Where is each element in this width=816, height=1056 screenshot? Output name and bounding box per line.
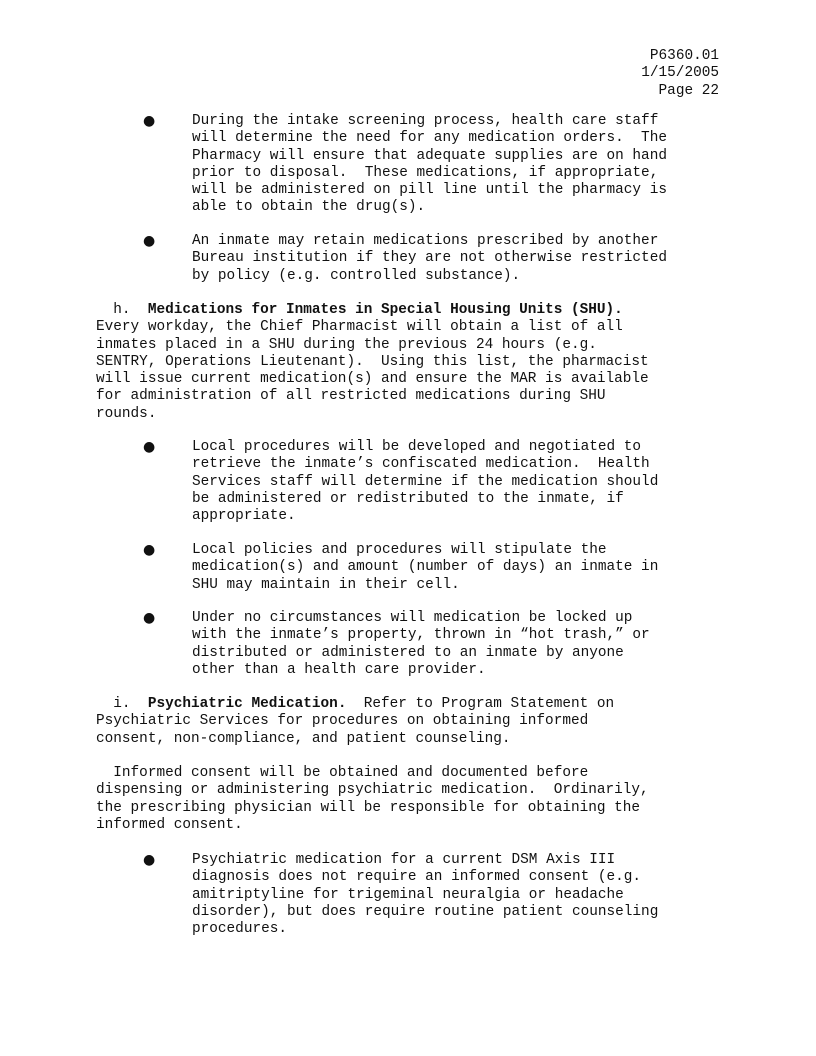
text-line: medication(s) and amount (number of days) an inmate in — [192, 559, 659, 576]
section-i-title: Psychiatric Medication — [147, 696, 338, 712]
text-line: During the intake screening process, health care staff — [192, 113, 659, 129]
text-line: informed consent. — [96, 816, 243, 833]
text-line: SENTRY, Operations Lieutenant). Using this list, the pharmacist — [96, 353, 649, 370]
text-line: Services staff will determine if the medication should — [192, 473, 659, 490]
bullet-text — [192, 113, 727, 217]
bullet-icon: ● — [143, 610, 156, 626]
bullet-icon: ● — [143, 113, 156, 129]
section-i-prefix: i. — [96, 696, 148, 712]
text-line: Under no circumstances will medication be locked up — [192, 610, 633, 626]
bullet-icon: ● — [143, 852, 156, 868]
bullet-text — [192, 610, 727, 679]
page-header — [641, 48, 719, 100]
text-line: consent, non-compliance, and patient counseling. — [96, 730, 511, 747]
text-line: will issue current medication(s) and ensure the MAR is available — [96, 371, 649, 388]
bullet-icon: ● — [143, 233, 156, 249]
text-line: rounds. — [96, 405, 157, 422]
text-line: dispensing or administering psychiatric medication. Ordinarily, — [96, 782, 649, 799]
section-h — [96, 302, 726, 423]
section-i-title-end: . — [337, 696, 347, 712]
text-line: distributed or administered to an inmate by anyone — [192, 644, 624, 661]
text-line: Local procedures will be developed and negotiated to — [192, 439, 642, 455]
page-number: Page 22 — [658, 82, 719, 99]
text-line: An inmate may retain medications prescribed by another — [192, 233, 659, 249]
text-line: be administered or redistributed to the inmate, if — [192, 490, 624, 507]
text-line: amitriptyline for trigeminal neuralgia or headache — [192, 886, 624, 903]
section-i-first-line-rest: Refer to Program Statement on — [346, 696, 615, 712]
text-line: retrieve the inmate’s confiscated medication. Health — [192, 456, 650, 473]
section-h-title: Medications for Inmates in Special Housing Units (SHU) — [147, 302, 615, 318]
bullet-icon: ● — [143, 439, 156, 455]
informed-consent-paragraph — [96, 765, 726, 834]
bullet-text — [192, 439, 727, 525]
text-line: SHU may maintain in their cell. — [192, 576, 460, 593]
text-line: diagnosis does not require an informed consent (e.g. — [192, 869, 642, 886]
doc-date: 1/15/2005 — [641, 65, 719, 82]
section-h-prefix: h. — [96, 302, 148, 318]
text-line: appropriate. — [192, 508, 296, 525]
text-line: procedures. — [192, 921, 287, 938]
text-line: prior to disposal. These medications, if appropriate, — [192, 164, 659, 181]
text-line: will be administered on pill line until the pharmacy is — [192, 182, 667, 199]
text-line: will determine the need for any medication orders. The — [192, 130, 667, 147]
text-line: for administration of all restricted medications during SHU — [96, 388, 606, 405]
text-line: disorder), but does require routine patient counseling — [192, 903, 659, 920]
text-line: Pharmacy will ensure that adequate supplies are on hand — [192, 147, 667, 164]
text-line: Local policies and procedures will stipulate the — [192, 542, 607, 558]
text-line: the prescribing physician will be responsible for obtaining the — [96, 799, 641, 816]
section-h-title-end: . — [614, 302, 623, 318]
bullet-text — [192, 852, 727, 938]
text-line: with the inmate’s property, thrown in “hot trash,” or — [192, 627, 650, 644]
text-line: Psychiatric Services for procedures on obtaining informed — [96, 713, 589, 730]
section-h-heading — [96, 302, 726, 319]
bullet-text — [192, 542, 727, 594]
text-line: by policy (e.g. controlled substance). — [192, 267, 521, 284]
text-line: Informed consent will be obtained and documented before — [96, 765, 589, 781]
doc-number: P6360.01 — [649, 48, 719, 64]
text-line: inmates placed in a SHU during the previous 24 hours (e.g. — [96, 336, 597, 353]
text-line: Every workday, the Chief Pharmacist will obtain a list of all — [96, 319, 623, 336]
text-line: other than a health care provider. — [192, 661, 486, 678]
section-i-heading — [96, 696, 726, 713]
bullet-text — [192, 233, 727, 285]
text-line: Bureau institution if they are not otherwise restricted — [192, 250, 667, 267]
section-i — [96, 696, 726, 748]
text-line: Psychiatric medication for a current DSM Axis III — [192, 852, 616, 868]
text-line: able to obtain the drug(s). — [192, 199, 426, 216]
bullet-icon: ● — [143, 542, 156, 558]
